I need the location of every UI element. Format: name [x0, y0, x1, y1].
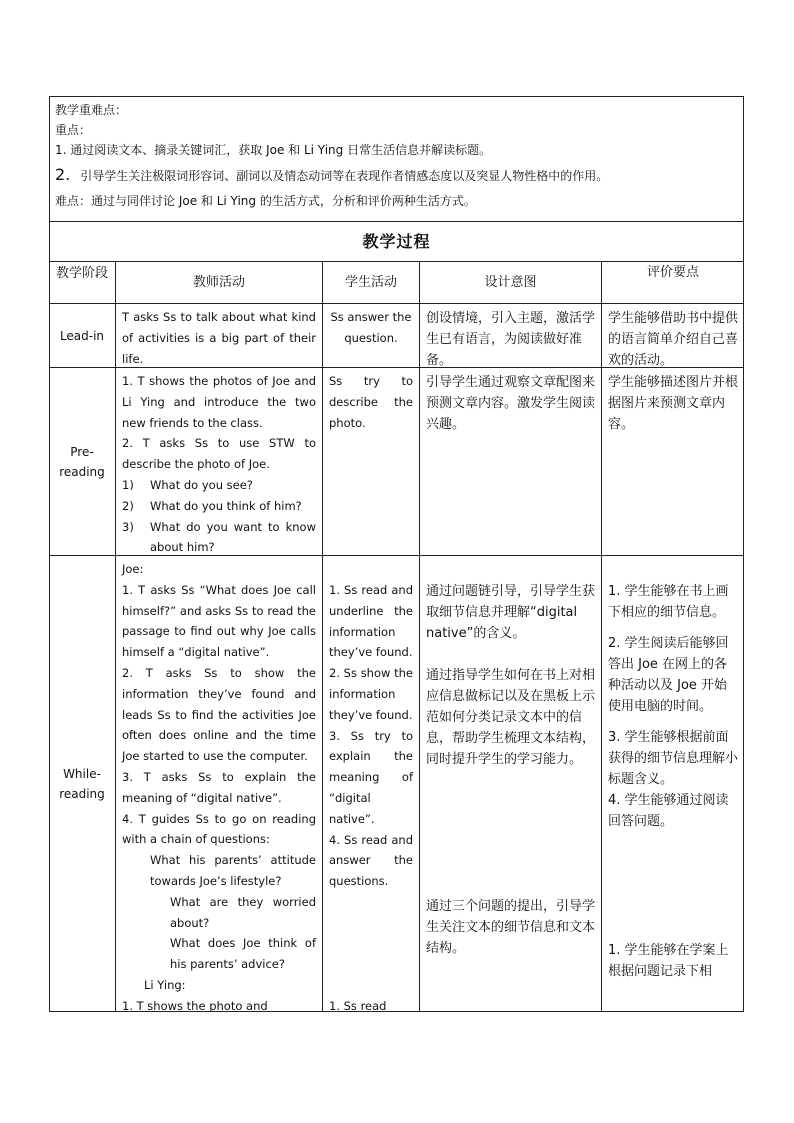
prereading-teacher-step-1: 1. T shows the photos of Joe and Li Ying and introduce the two new friends to the class. — [122, 374, 316, 430]
chain-question-1: What his parents’ attitude towards Joe’s lifestyle? — [150, 853, 316, 888]
leadin-teacher-activity: T asks Ss to talk about what kind of activities is a big part of their life. — [116, 304, 323, 367]
stage-whilereading-line2: reading — [59, 787, 105, 801]
student-step-3: 3. Ss try to explain the meaning of “digital native”. — [329, 728, 413, 826]
key-point-2 — [55, 160, 738, 191]
whilereading-design-intent — [420, 556, 602, 1012]
student-step-2: 2. Ss show the information they’ve found. — [329, 666, 413, 722]
teacher-step-1: 1. T asks Ss “What does Joe call himself?” and asks Ss to read the passage to find out why Joe calls himself a “digital native”. — [122, 582, 316, 660]
leadin-evaluation: 学生能够借助书中提供的语言简单介绍自己喜欢的活动。 — [608, 311, 739, 367]
stage-prereading — [49, 368, 116, 555]
prereading-design-intent: 引导学生通过观察文章配图来预测文章内容。激发学生阅读兴趣。 — [420, 368, 602, 555]
leadin-design-intent: 创设情境，引入主题，激活学生已有语言，为阅读做好准备。 — [420, 304, 602, 367]
stage-prereading-line2: reading — [59, 464, 105, 479]
header-evaluation: 评价要点 — [646, 265, 699, 280]
evaluation-5: 1. 学生能够在学案上根据问题记录下相 — [608, 943, 729, 979]
evaluation-4: 4. 学生能够通过阅读回答问题。 — [608, 793, 729, 829]
design-intent-2: 通过指导学生如何在书上对相应信息做标记以及在黑板上示范如何分类记录文本中的信息，帮助学生梳理文本结构，同时提升学生的学习能力。 — [426, 668, 596, 767]
key-point-1: 1. 通过阅读文本、摘录关键词汇，获取 Joe 和 Li Ying 日常生活信息并解读标题。 — [55, 143, 492, 157]
teacher-step-2: 2. T asks Ss to show the information they’ve found and leads Ss to find the activities Joe often does online and the time Joe started to use the computer. — [122, 665, 316, 764]
prereading-teacher-step-2: 2. T asks Ss to use STW to describe the photo of Joe. — [122, 436, 316, 472]
student-liying-step-1: 1. Ss read — [329, 998, 387, 1012]
teacher-liying-step-1: 1. T shows the photo and — [122, 998, 268, 1012]
prereading-question-2: 2) What do you think of him? — [122, 498, 302, 513]
prereading-teacher-activity — [116, 368, 323, 555]
stage-prereading-line1: Pre- — [70, 444, 94, 459]
key-point-2-text: 引导学生关注极限词形容词、副词以及情态动词等在表现作者情感态度以及突显人物性格中的作用。 — [80, 169, 609, 183]
teacher-step-4: 4. T guides Ss to go on reading with a chain of questions: — [122, 811, 316, 847]
header-teacher-activity: 教师活动 — [116, 262, 323, 303]
difficulty-point: 难点：通过与同伴讨论 Joe 和 Li Ying 的生活方式，分析和评价两种生活方式。 — [55, 194, 476, 208]
evaluation-2: 2. 学生阅读后能够回答出 Joe 在网上的各种活动以及 Joe 开始使用电脑的时间。 — [608, 636, 729, 714]
whilereading-evaluation — [602, 556, 744, 1012]
student-step-1: 1. Ss read and underline the information they’ve found. — [329, 583, 413, 660]
chain-question-3: What does Joe think of his parents’ advice? — [170, 936, 316, 972]
prereading-question-3: 3) What do you want to know about him? — [122, 519, 316, 555]
header-student-activity: 学生活动 — [323, 262, 420, 303]
table-row-prereading — [49, 368, 744, 556]
chain-question-2: What are they worried about? — [170, 894, 316, 930]
key-point-2-number: 2. — [55, 165, 71, 184]
prereading-student-activity: Ss try to describe the photo. — [323, 368, 420, 555]
stage-whilereading-line1: While- — [63, 767, 101, 781]
key-points-label: 重点： — [55, 123, 92, 137]
header-stage: 教学阶段 — [49, 262, 116, 303]
teacher-joe-label: Joe: — [122, 562, 144, 576]
design-intent-1: 通过问题链引导，引导学生获取细节信息并理解“digital native”的含义。 — [426, 584, 596, 641]
goals-heading: 教学重难点： — [55, 103, 128, 117]
table-row-leadin — [49, 304, 744, 368]
teacher-step-3: 3. T asks Ss to explain the meaning of “digital native”. — [122, 769, 316, 805]
teacher-liying-label: Li Ying: — [144, 977, 186, 992]
stage-leadin: Lead-in — [49, 304, 116, 367]
teaching-goals-section — [49, 96, 744, 222]
table-header-row — [49, 262, 744, 304]
prereading-evaluation: 学生能够描述图片并根据图片来预测文章内容。 — [608, 375, 739, 432]
table-row-whilereading — [49, 556, 744, 1012]
stage-whilereading — [49, 556, 116, 1012]
whilereading-student-activity — [323, 556, 420, 1012]
student-step-4: 4. Ss read and answer the questions. — [329, 832, 413, 889]
leadin-student-activity: Ss answer the question. — [323, 304, 420, 367]
process-title: 教学过程 — [49, 222, 744, 262]
evaluation-1: 1. 学生能够在书上画下相应的细节信息。 — [608, 584, 729, 620]
header-design-intent: 设计意图 — [420, 262, 602, 303]
evaluation-3: 3. 学生能够根据前面获得的细节信息理解小标题含义。 — [608, 730, 739, 787]
design-intent-3: 通过三个问题的提出，引导学生关注文本的细节信息和文本结构。 — [426, 899, 596, 956]
whilereading-teacher-activity — [116, 556, 323, 1012]
prereading-question-1: 1) What do you see? — [122, 477, 253, 492]
